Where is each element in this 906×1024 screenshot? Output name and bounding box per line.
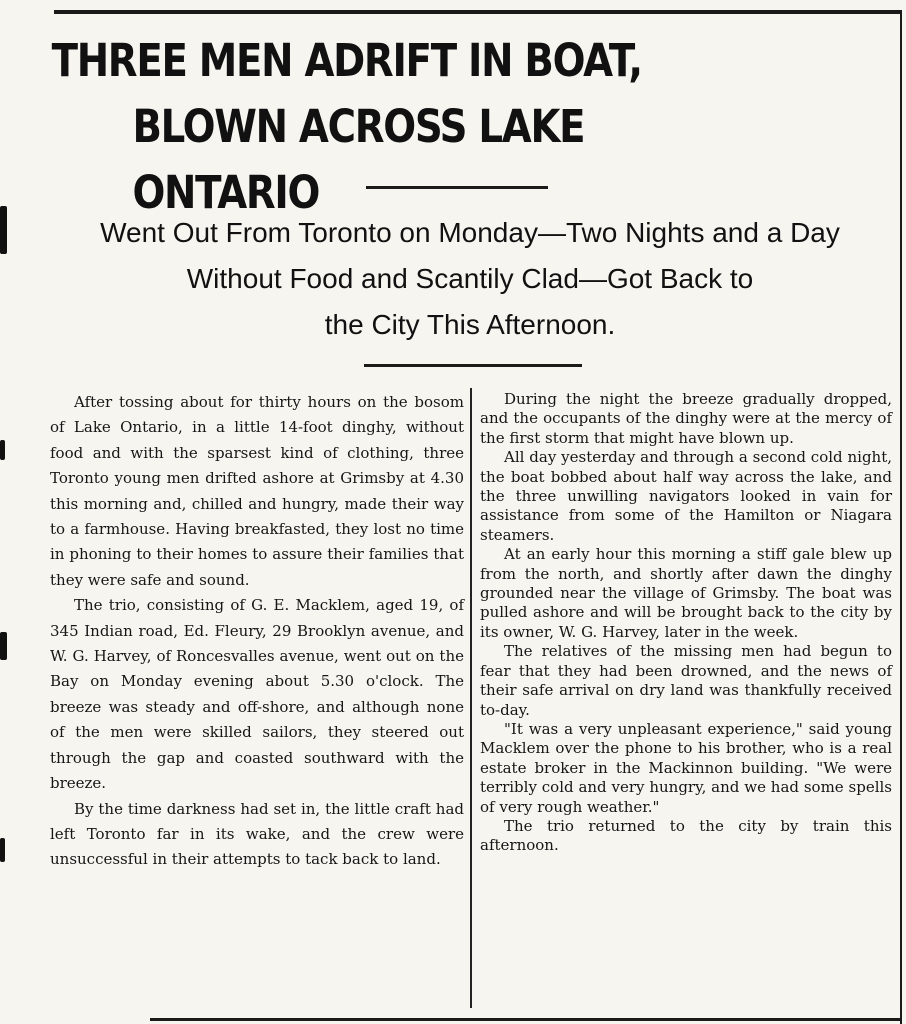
right-column-rule — [900, 10, 902, 1024]
paragraph: The trio returned to the city by train this afternoon. — [480, 816, 892, 855]
subheadline — [30, 210, 906, 348]
headline-divider — [366, 186, 548, 189]
margin-ink-mark — [0, 632, 7, 660]
paragraph: At an early hour this morning a stiff gale blew up from the north, and shortly after dawn the dinghy grounded near the village of Grimsby. The boat was pulled ashore and will be brought back to the city by its owner, W. G. Harvey, later in the week. — [480, 545, 892, 641]
top-border-rule — [54, 10, 900, 14]
headline-line-1: THREE MEN ADRIFT IN BOAT, — [51, 34, 642, 87]
paragraph: All day yesterday and through a second cold night, the boat bobbed about half way across the lake, and the three unwilling navigators looked in vain for assistance from some of the Hamilton or Niagara steamers. — [480, 448, 892, 544]
paragraph: The relatives of the missing men had begun to fear that they had been drowned, and the news of their safe arrival on dry land was thankfully received to-day. — [480, 642, 892, 719]
subheadline-line-3: the City This Afternoon. — [324, 309, 616, 340]
paragraph: During the night the breeze gradually dropped, and the occupants of the dinghy were at the mercy of the first storm that might have blown up. — [480, 390, 892, 447]
headline — [0, 28, 779, 226]
subheadline-line-1: Went Out From Toronto on Monday—Two Nights and a Day — [100, 217, 840, 248]
headline-line-2: BLOWN ACROSS LAKE ONTARIO — [132, 100, 585, 219]
deck-divider — [364, 364, 582, 367]
bottom-border-rule — [150, 1018, 900, 1021]
article-column-right — [480, 390, 892, 856]
paragraph: "It was a very unpleasant experience," said young Macklem over the phone to his brother, who is a real estate broker in the Mackinnon building. "We were terribly cold and very hungry, and we had some spells of very rough weather." — [480, 719, 892, 816]
paragraph: After tossing about for thirty hours on the bosom of Lake Ontario, in a little 14-foot dinghy, without food and with the sparsest kind of clothing, three Toronto young men drifted ashore at Grimsby at 4.30 this morning and, chilled and hungry, made their way to a farmhouse. Having breakfasted, they lost no time in phoning to their homes to assure their families that they were safe and sound. — [50, 393, 464, 589]
paragraph: By the time darkness had set in, the little craft had left Toronto far in its wake, and the crew were unsuccessful in their attempts to tack back to land. — [50, 799, 464, 869]
margin-ink-mark — [0, 838, 5, 862]
margin-ink-mark — [0, 440, 5, 460]
paragraph: The trio, consisting of G. E. Macklem, aged 19, of 345 Indian road, Ed. Fleury, 29 Brooklyn avenue, and W. G. Harvey, of Roncesvalles avenue, went out on the Bay on Monday evening about 5.30 o'clock. The breeze was steady and off-shore, and although none of the men were skilled sailors, they steered out through the gap and coasted southward with the breeze. — [50, 596, 464, 793]
column-divider — [470, 388, 472, 1008]
subheadline-line-2: Without Food and Scantily Clad—Got Back to — [186, 263, 754, 294]
article-column-left — [50, 390, 464, 873]
